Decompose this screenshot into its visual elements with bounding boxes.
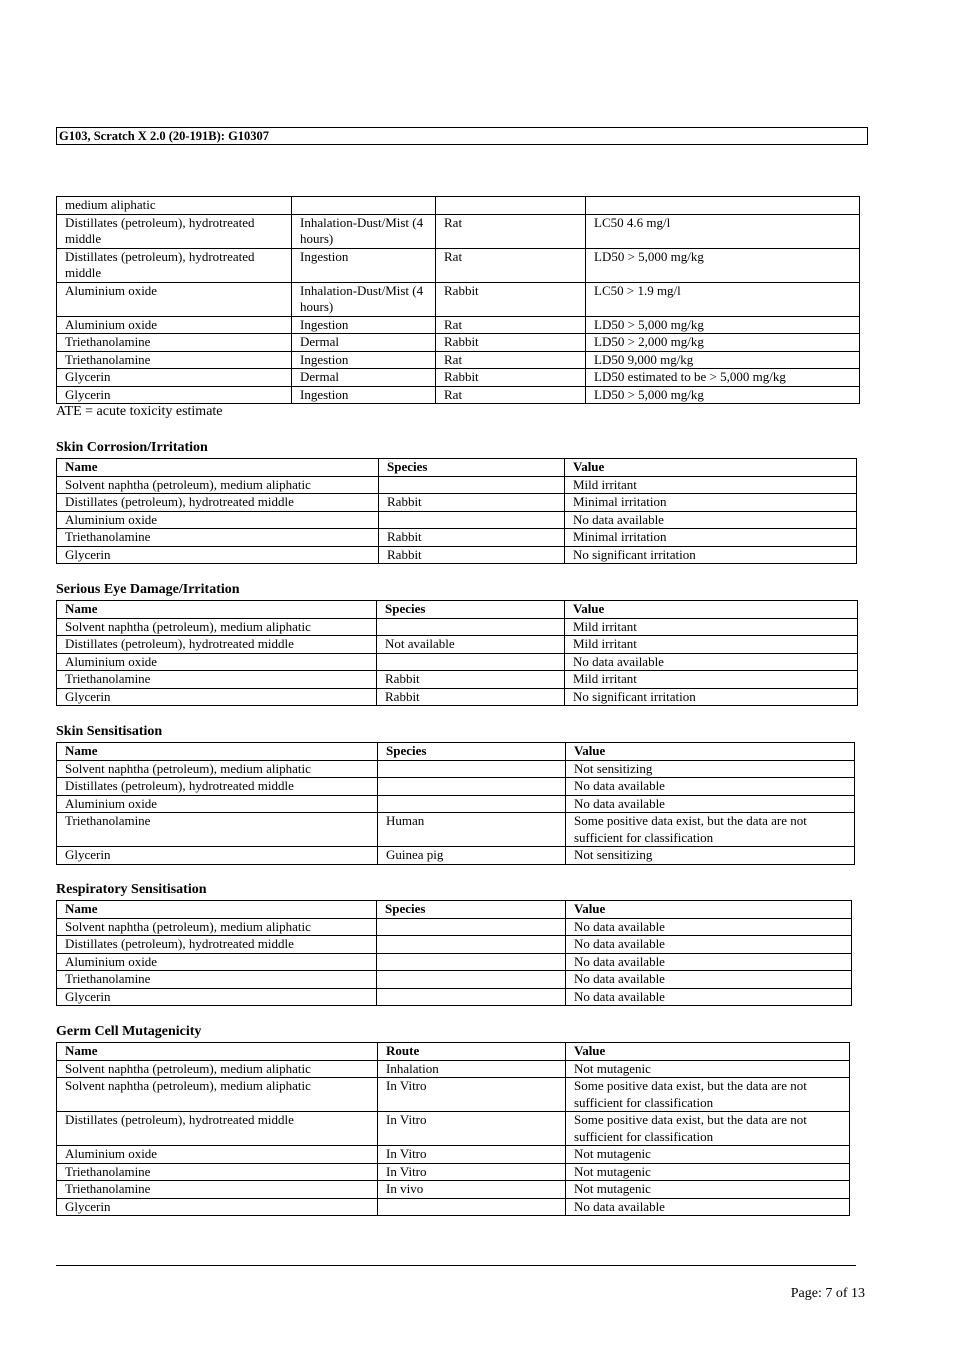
table-row	[57, 546, 857, 564]
table-cell: In Vitro	[378, 1078, 566, 1112]
table-cell: Glycerin	[57, 546, 379, 564]
column-header: Value	[566, 901, 852, 919]
table-cell	[377, 653, 565, 671]
table-cell: Some positive data exist, but the data are not sufficient for classification	[566, 813, 855, 847]
table-row	[57, 1146, 850, 1164]
table-cell	[586, 197, 860, 215]
section-title-respiratory-sensitisation: Respiratory Sensitisation	[56, 882, 207, 897]
table-row	[57, 778, 855, 796]
table-cell: Guinea pig	[378, 847, 566, 865]
table-cell: Distillates (petroleum), hydrotreated middle	[57, 1112, 378, 1146]
table-row	[57, 953, 852, 971]
table-cell: No data available	[566, 918, 852, 936]
skin-sensitisation-table	[56, 742, 855, 865]
table-cell: In Vitro	[378, 1146, 566, 1164]
table-cell: Triethanolamine	[57, 813, 378, 847]
table-cell: Mild irritant	[565, 476, 857, 494]
table-cell: Rat	[436, 386, 586, 404]
table-cell: Rat	[436, 351, 586, 369]
table-cell: LC50 4.6 mg/l	[586, 214, 860, 248]
table-row	[57, 618, 858, 636]
table-cell	[378, 778, 566, 796]
table-header-row	[57, 1043, 850, 1061]
column-header: Value	[565, 459, 857, 477]
table-cell: Not sensitizing	[566, 847, 855, 865]
table-row	[57, 971, 852, 989]
table-row	[57, 671, 858, 689]
table-cell	[378, 795, 566, 813]
table-cell: In Vitro	[378, 1112, 566, 1146]
table-cell: Some positive data exist, but the data are not sufficient for classification	[566, 1078, 850, 1112]
germ-cell-mutagenicity-table	[56, 1042, 850, 1216]
table-cell: Minimal irritation	[565, 494, 857, 512]
table-cell: No data available	[566, 795, 855, 813]
table-cell: Rat	[436, 316, 586, 334]
table-row	[57, 1112, 850, 1146]
table-header-row	[57, 601, 858, 619]
table-cell: No data available	[566, 971, 852, 989]
table-cell	[377, 988, 566, 1006]
table-cell: Triethanolamine	[57, 334, 292, 352]
table-cell	[377, 953, 566, 971]
table-cell: Minimal irritation	[565, 529, 857, 547]
table-cell: Distillates (petroleum), hydrotreated middle	[57, 936, 377, 954]
table-cell: Aluminium oxide	[57, 795, 378, 813]
table-row	[57, 1181, 850, 1199]
table-row	[57, 813, 855, 847]
table-cell: medium aliphatic	[57, 197, 292, 215]
table-cell: No data available	[566, 953, 852, 971]
table-cell: Ingestion	[292, 351, 436, 369]
column-header: Name	[57, 901, 377, 919]
table-header-row	[57, 459, 857, 477]
table-cell	[377, 971, 566, 989]
column-header: Name	[57, 601, 377, 619]
table-cell: Triethanolamine	[57, 351, 292, 369]
table-cell: Solvent naphtha (petroleum), medium aliphatic	[57, 1060, 378, 1078]
table-cell: Not mutagenic	[566, 1060, 850, 1078]
table-cell: Not sensitizing	[566, 760, 855, 778]
section-title-eye-damage: Serious Eye Damage/Irritation	[56, 582, 240, 597]
table-cell: Rabbit	[377, 671, 565, 689]
table-row	[57, 760, 855, 778]
table-row	[57, 369, 860, 387]
table-cell	[377, 918, 566, 936]
table-cell: Inhalation	[378, 1060, 566, 1078]
table-row	[57, 936, 852, 954]
table-cell: Solvent naphtha (petroleum), medium aliphatic	[57, 760, 378, 778]
table-row	[57, 386, 860, 404]
skin-corrosion-table	[56, 458, 857, 564]
table-cell: LD50 > 2,000 mg/kg	[586, 334, 860, 352]
table-cell	[379, 511, 565, 529]
table-cell: Solvent naphtha (petroleum), medium aliphatic	[57, 476, 379, 494]
table-cell: Solvent naphtha (petroleum), medium aliphatic	[57, 918, 377, 936]
column-header: Name	[57, 459, 379, 477]
table-cell: Dermal	[292, 334, 436, 352]
table-cell: LD50 > 5,000 mg/kg	[586, 316, 860, 334]
table-cell: No significant irritation	[565, 546, 857, 564]
column-header: Species	[379, 459, 565, 477]
table-cell: Inhalation-Dust/Mist (4 hours)	[292, 282, 436, 316]
table-cell: Not mutagenic	[566, 1163, 850, 1181]
table-cell: Distillates (petroleum), hydrotreated middle	[57, 214, 292, 248]
table-cell: Glycerin	[57, 688, 377, 706]
column-header: Value	[566, 743, 855, 761]
table-cell: Not mutagenic	[566, 1181, 850, 1199]
table-cell: Rabbit	[436, 282, 586, 316]
table-cell: In vivo	[378, 1181, 566, 1199]
table-cell: Triethanolamine	[57, 1181, 378, 1199]
table-row	[57, 636, 858, 654]
column-header: Name	[57, 743, 378, 761]
table-row	[57, 795, 855, 813]
table-cell: Rabbit	[379, 546, 565, 564]
table-cell	[377, 936, 566, 954]
table-cell: Inhalation-Dust/Mist (4 hours)	[292, 214, 436, 248]
table-cell: Distillates (petroleum), hydrotreated middle	[57, 778, 378, 796]
table-cell: Rat	[436, 248, 586, 282]
table-header-row	[57, 901, 852, 919]
table-cell: Ingestion	[292, 248, 436, 282]
table-row	[57, 511, 857, 529]
table-row	[57, 334, 860, 352]
table-row	[57, 351, 860, 369]
table-cell: Rabbit	[379, 494, 565, 512]
table-cell: Not mutagenic	[566, 1146, 850, 1164]
table-cell: LD50 9,000 mg/kg	[586, 351, 860, 369]
table-cell: Triethanolamine	[57, 1163, 378, 1181]
table-cell: Aluminium oxide	[57, 653, 377, 671]
table-cell: LD50 > 5,000 mg/kg	[586, 386, 860, 404]
table-row	[57, 1078, 850, 1112]
document-header: G103, Scratch X 2.0 (20-191B): G10307	[56, 127, 868, 145]
table-cell: Triethanolamine	[57, 671, 377, 689]
table-row	[57, 1163, 850, 1181]
table-cell: LD50 estimated to be > 5,000 mg/kg	[586, 369, 860, 387]
table-cell: Triethanolamine	[57, 971, 377, 989]
table-cell: Ingestion	[292, 386, 436, 404]
respiratory-sensitisation-table	[56, 900, 852, 1006]
table-row	[57, 1198, 850, 1216]
table-cell: Glycerin	[57, 386, 292, 404]
table-cell: No data available	[566, 988, 852, 1006]
table-cell: No data available	[565, 653, 858, 671]
table-cell	[377, 618, 565, 636]
table-row	[57, 476, 857, 494]
ate-note: ATE = acute toxicity estimate	[56, 404, 223, 419]
column-header: Name	[57, 1043, 378, 1061]
table-cell: Glycerin	[57, 847, 378, 865]
table-row	[57, 688, 858, 706]
table-cell	[379, 476, 565, 494]
table-cell: No data available	[566, 1198, 850, 1216]
table-cell: Glycerin	[57, 1198, 378, 1216]
column-header: Species	[377, 901, 566, 919]
table-cell	[378, 760, 566, 778]
table-cell: Solvent naphtha (petroleum), medium aliphatic	[57, 1078, 378, 1112]
column-header: Value	[565, 601, 858, 619]
section-title-germ-cell-mutagenicity: Germ Cell Mutagenicity	[56, 1024, 202, 1039]
table-cell: Some positive data exist, but the data are not sufficient for classification	[566, 1112, 850, 1146]
table-row	[57, 494, 857, 512]
table-row	[57, 988, 852, 1006]
table-cell: Human	[378, 813, 566, 847]
table-row	[57, 847, 855, 865]
table-row	[57, 197, 860, 215]
table-row	[57, 282, 860, 316]
table-cell: LD50 > 5,000 mg/kg	[586, 248, 860, 282]
column-header: Species	[378, 743, 566, 761]
acute-toxicity-table	[56, 196, 860, 404]
section-title-skin-corrosion: Skin Corrosion/Irritation	[56, 440, 208, 455]
table-cell: Distillates (petroleum), hydrotreated middle	[57, 248, 292, 282]
table-row	[57, 248, 860, 282]
page-number: Page: 7 of 13	[790, 1286, 865, 1301]
table-cell: Rabbit	[436, 334, 586, 352]
table-header-row	[57, 743, 855, 761]
table-cell: Aluminium oxide	[57, 953, 377, 971]
table-cell: No data available	[565, 511, 857, 529]
table-cell	[436, 197, 586, 215]
table-cell: Mild irritant	[565, 671, 858, 689]
table-cell: Aluminium oxide	[57, 511, 379, 529]
table-cell: Triethanolamine	[57, 529, 379, 547]
table-cell: In Vitro	[378, 1163, 566, 1181]
table-cell: Ingestion	[292, 316, 436, 334]
table-cell: Rabbit	[436, 369, 586, 387]
footer-divider	[56, 1265, 856, 1266]
table-row	[57, 918, 852, 936]
table-row	[57, 316, 860, 334]
table-cell: Not available	[377, 636, 565, 654]
eye-damage-table	[56, 600, 858, 706]
table-cell: Mild irritant	[565, 618, 858, 636]
table-cell: Solvent naphtha (petroleum), medium aliphatic	[57, 618, 377, 636]
table-cell: Glycerin	[57, 369, 292, 387]
table-row	[57, 653, 858, 671]
table-cell: Rat	[436, 214, 586, 248]
table-cell	[292, 197, 436, 215]
table-cell: Mild irritant	[565, 636, 858, 654]
table-cell: Glycerin	[57, 988, 377, 1006]
table-cell: Aluminium oxide	[57, 1146, 378, 1164]
table-cell: No data available	[566, 936, 852, 954]
table-cell: No significant irritation	[565, 688, 858, 706]
table-cell: Dermal	[292, 369, 436, 387]
column-header: Species	[377, 601, 565, 619]
table-cell: No data available	[566, 778, 855, 796]
section-title-skin-sensitisation: Skin Sensitisation	[56, 724, 163, 739]
column-header: Value	[566, 1043, 850, 1061]
table-row	[57, 529, 857, 547]
table-row	[57, 214, 860, 248]
table-cell: Distillates (petroleum), hydrotreated middle	[57, 636, 377, 654]
table-cell: LC50 > 1.9 mg/l	[586, 282, 860, 316]
table-cell: Aluminium oxide	[57, 316, 292, 334]
table-cell: Rabbit	[379, 529, 565, 547]
table-cell: Rabbit	[377, 688, 565, 706]
table-cell: Distillates (petroleum), hydrotreated middle	[57, 494, 379, 512]
table-cell: Aluminium oxide	[57, 282, 292, 316]
table-cell	[378, 1198, 566, 1216]
column-header: Route	[378, 1043, 566, 1061]
table-row	[57, 1060, 850, 1078]
